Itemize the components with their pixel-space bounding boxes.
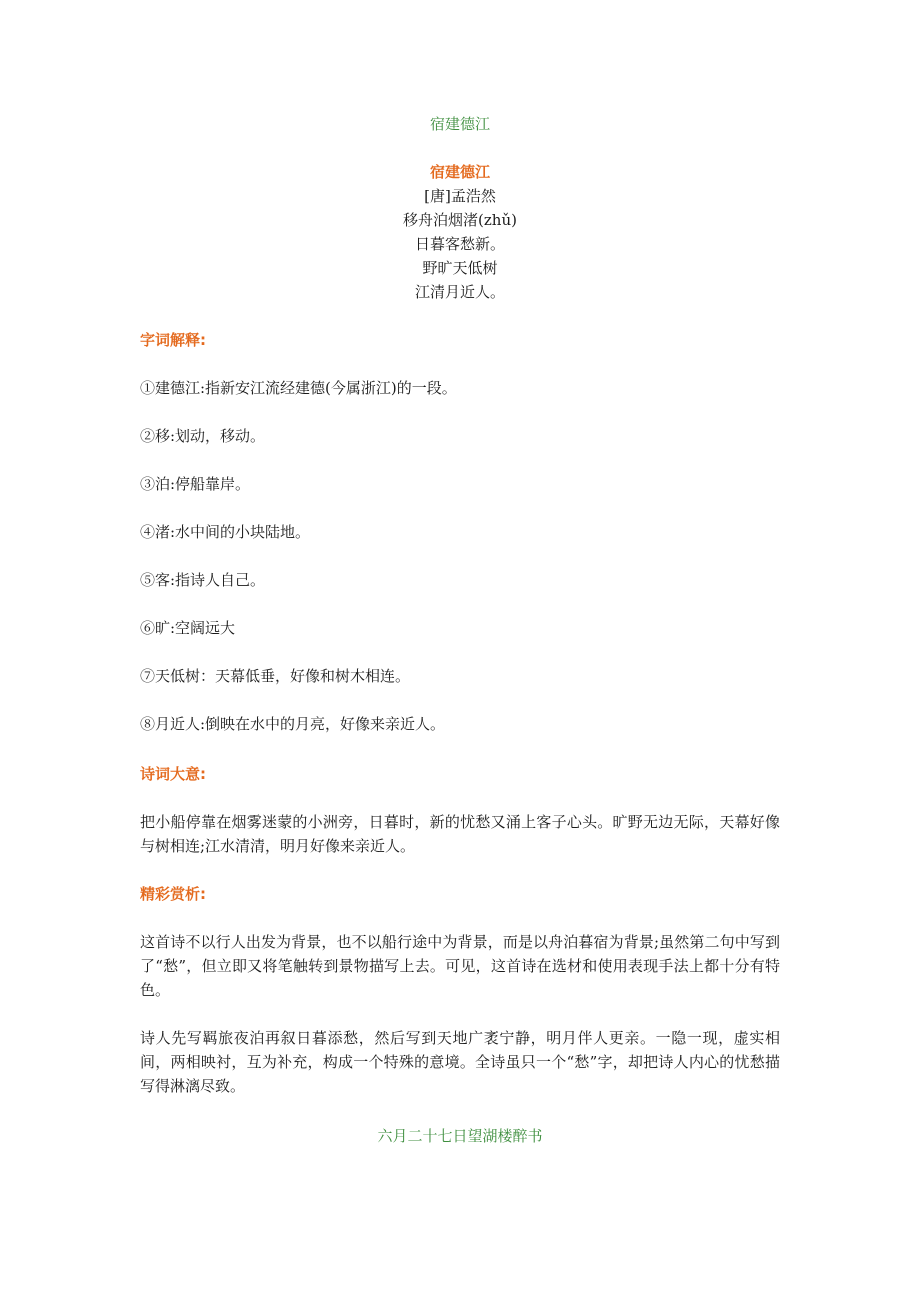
meaning-heading: 诗词大意: <box>140 765 206 783</box>
glossary-item: ⑧月近人:倒映在水中的月亮，好像来亲近人。 <box>140 715 446 733</box>
poem-line: 野旷天低树 <box>422 259 498 277</box>
glossary-item: ⑦天低树：天幕低垂，好像和树木相连。 <box>140 667 411 685</box>
glossary-item: ④渚:水中间的小块陆地。 <box>140 523 311 541</box>
poem-line: 日暮客愁新。 <box>414 235 505 253</box>
glossary-item: ⑤客:指诗人自己。 <box>140 571 266 589</box>
glossary-item: ⑥旷:空阔远大 <box>140 619 236 637</box>
glossary-heading: 字词解释: <box>140 331 206 349</box>
appreciation-heading: 精彩赏析: <box>140 885 206 903</box>
footer-title: 六月二十七日望湖楼醉书 <box>377 1127 543 1145</box>
poem-title: 宿建德江 <box>429 163 490 181</box>
page-title: 宿建德江 <box>429 115 490 133</box>
meaning-text: 把小船停靠在烟雾迷蒙的小洲旁，日暮时，新的忧愁又涌上客子心头。旷野无边无际，天幕好像与树相连;江水清清，明月好像来亲近人。 <box>140 813 780 855</box>
glossary-item: ②移:划动，移动。 <box>140 427 266 445</box>
appreciation-paragraph: 诗人先写羁旅夜泊再叙日暮添愁，然后写到天地广袤宁静，明月伴人更亲。一隐一现，虚实相间，两相映衬，互为补充，构成一个特殊的意境。全诗虽只一个“愁”字，却把诗人内心的忧愁描写得淋漓尽致。 <box>140 1029 780 1095</box>
poem-line: 江清月近人。 <box>414 283 505 301</box>
glossary-item: ③泊:停船靠岸。 <box>140 475 251 493</box>
glossary-item: ①建德江:指新安江流经建德(今属浙江)的一段。 <box>140 379 457 397</box>
appreciation-paragraph: 这首诗不以行人出发为背景，也不以船行途中为背景，而是以舟泊暮宿为背景;虽然第二句中写到了“愁”，但立即又将笔触转到景物描写上去。可见，这首诗在选材和使用表现手法上都十分有特色。 <box>140 933 780 999</box>
poem-line: 移舟泊烟渚(zhǔ) <box>403 211 517 229</box>
poem-author: [唐]孟浩然 <box>424 187 496 205</box>
